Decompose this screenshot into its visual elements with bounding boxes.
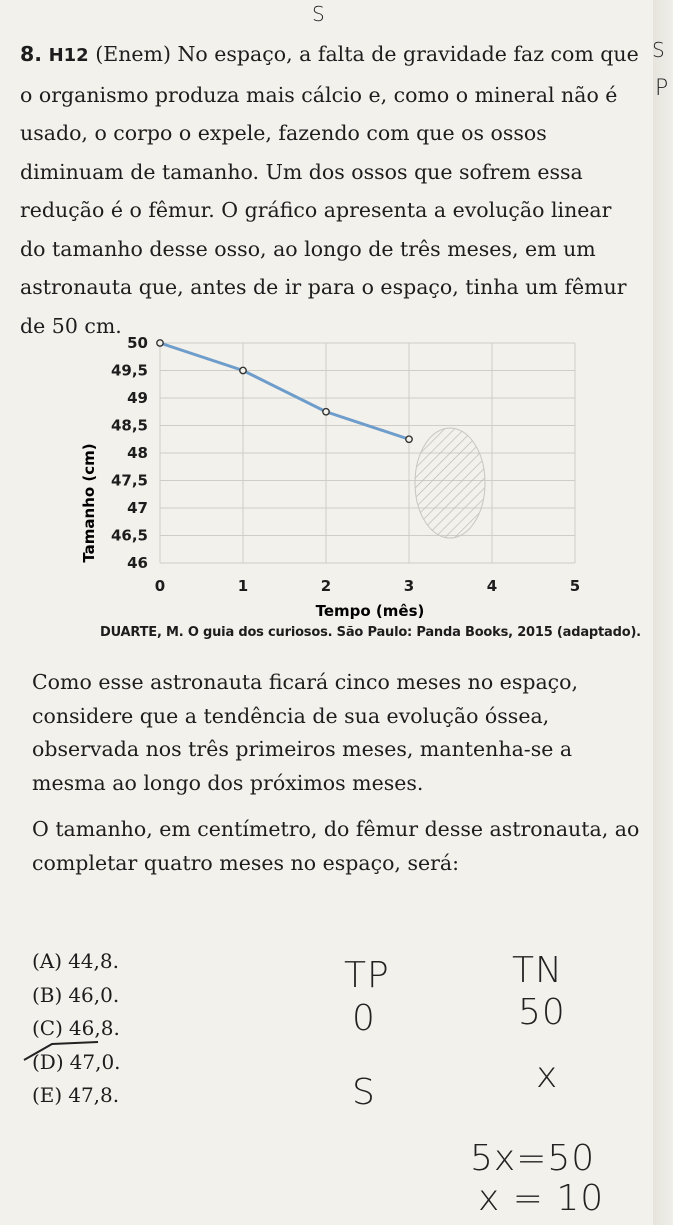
- option-text: 44,8.: [68, 949, 119, 973]
- x-tick-label: 1: [237, 577, 249, 595]
- option-text: 47,0.: [69, 1049, 121, 1074]
- question-body: (Enem) No espaço, a falta de gravidade faz com que o organismo produza mais cálcio e, como o mineral não é usado, o corpo o expele, fazendo com que os ossos diminuam de tamanho. Um dos ossos que sofrem essa redução é o fêmur. O gráfico apresenta a evolução linear do tamanho desse osso, ao longo de três meses, em um astronauta que, antes de ir para o espaço, tinha um fêmur de 50 cm.: [20, 42, 639, 338]
- x-tick-label: 3: [403, 577, 415, 595]
- y-tick-label: 46,5: [110, 526, 148, 545]
- x-tick-label: 5: [569, 577, 581, 595]
- y-tick-label: 49,5: [110, 361, 148, 380]
- hand-x: x: [536, 1055, 559, 1096]
- chart-grid: [160, 343, 575, 563]
- y-tick-label: 47: [127, 499, 148, 517]
- strike-mark: [22, 1040, 100, 1062]
- hand-tp: TP: [344, 955, 390, 996]
- hand-fifty: 50: [518, 992, 566, 1033]
- question-tag: H12: [48, 45, 89, 66]
- series-line: [160, 343, 409, 439]
- data-point: [323, 409, 329, 415]
- question-number: 8.: [20, 42, 43, 66]
- hand-equation-1: 5x=50: [470, 1138, 596, 1179]
- data-point: [406, 436, 412, 442]
- margin-mark-top: S: [312, 2, 326, 26]
- hand-zero: 0: [352, 998, 376, 1039]
- y-tick-label: 47,5: [110, 471, 148, 490]
- option-letter: (A): [32, 949, 63, 973]
- hatched-region: [415, 428, 485, 538]
- option-e[interactable]: [32, 1079, 121, 1113]
- option-b[interactable]: [32, 979, 121, 1013]
- option-text: 46,0.: [68, 982, 120, 1007]
- option-a[interactable]: [32, 945, 121, 979]
- paragraph-question: O tamanho, em centímetro, do fêmur desse astronauta, ao completar quatro meses no espaço, será:: [32, 817, 640, 875]
- x-axis-label: Tempo (mês): [315, 602, 425, 620]
- hand-s: S: [352, 1072, 376, 1113]
- hand-tn: TN: [512, 950, 563, 991]
- y-tick-label: 46: [127, 554, 148, 572]
- option-text: 46,8.: [68, 1016, 120, 1040]
- y-axis-label: Tamanho (cm): [80, 443, 98, 563]
- x-tick-label: 0: [154, 577, 166, 595]
- y-tick-label: 48: [127, 444, 148, 462]
- y-tick-label: 48,5: [110, 416, 148, 435]
- answer-options: [32, 945, 121, 1113]
- y-tick-label: 49: [127, 389, 148, 407]
- x-tick-label: 2: [320, 577, 332, 595]
- question-text: [20, 35, 640, 345]
- option-letter: (E): [32, 1083, 63, 1107]
- data-point: [240, 367, 246, 373]
- data-point: [157, 340, 163, 346]
- option-letter: (C): [32, 1016, 63, 1040]
- option-letter: (B): [32, 982, 63, 1007]
- margin-mark-right-2: P: [655, 76, 670, 101]
- paragraph-context: Como esse astronauta ficará cinco meses no espaço, considere que a tendência de sua evolução óssea, observada nos três primeiros meses, mantenha-se a mesma ao longo dos próximos meses.: [32, 670, 579, 795]
- y-tick-label: 50: [127, 334, 148, 352]
- x-tick-label: 4: [486, 577, 498, 595]
- option-text: 47,8.: [68, 1083, 120, 1107]
- femur-chart: [60, 318, 600, 623]
- hand-equation-2: x = 10: [478, 1178, 605, 1219]
- page-edge: [653, 0, 673, 1225]
- margin-mark-right-1: S: [652, 38, 666, 62]
- option-letter: (D): [32, 1049, 64, 1074]
- source-citation: DUARTE, M. O guia dos curiosos. São Paulo: Panda Books, 2015 (adaptado).: [100, 625, 641, 640]
